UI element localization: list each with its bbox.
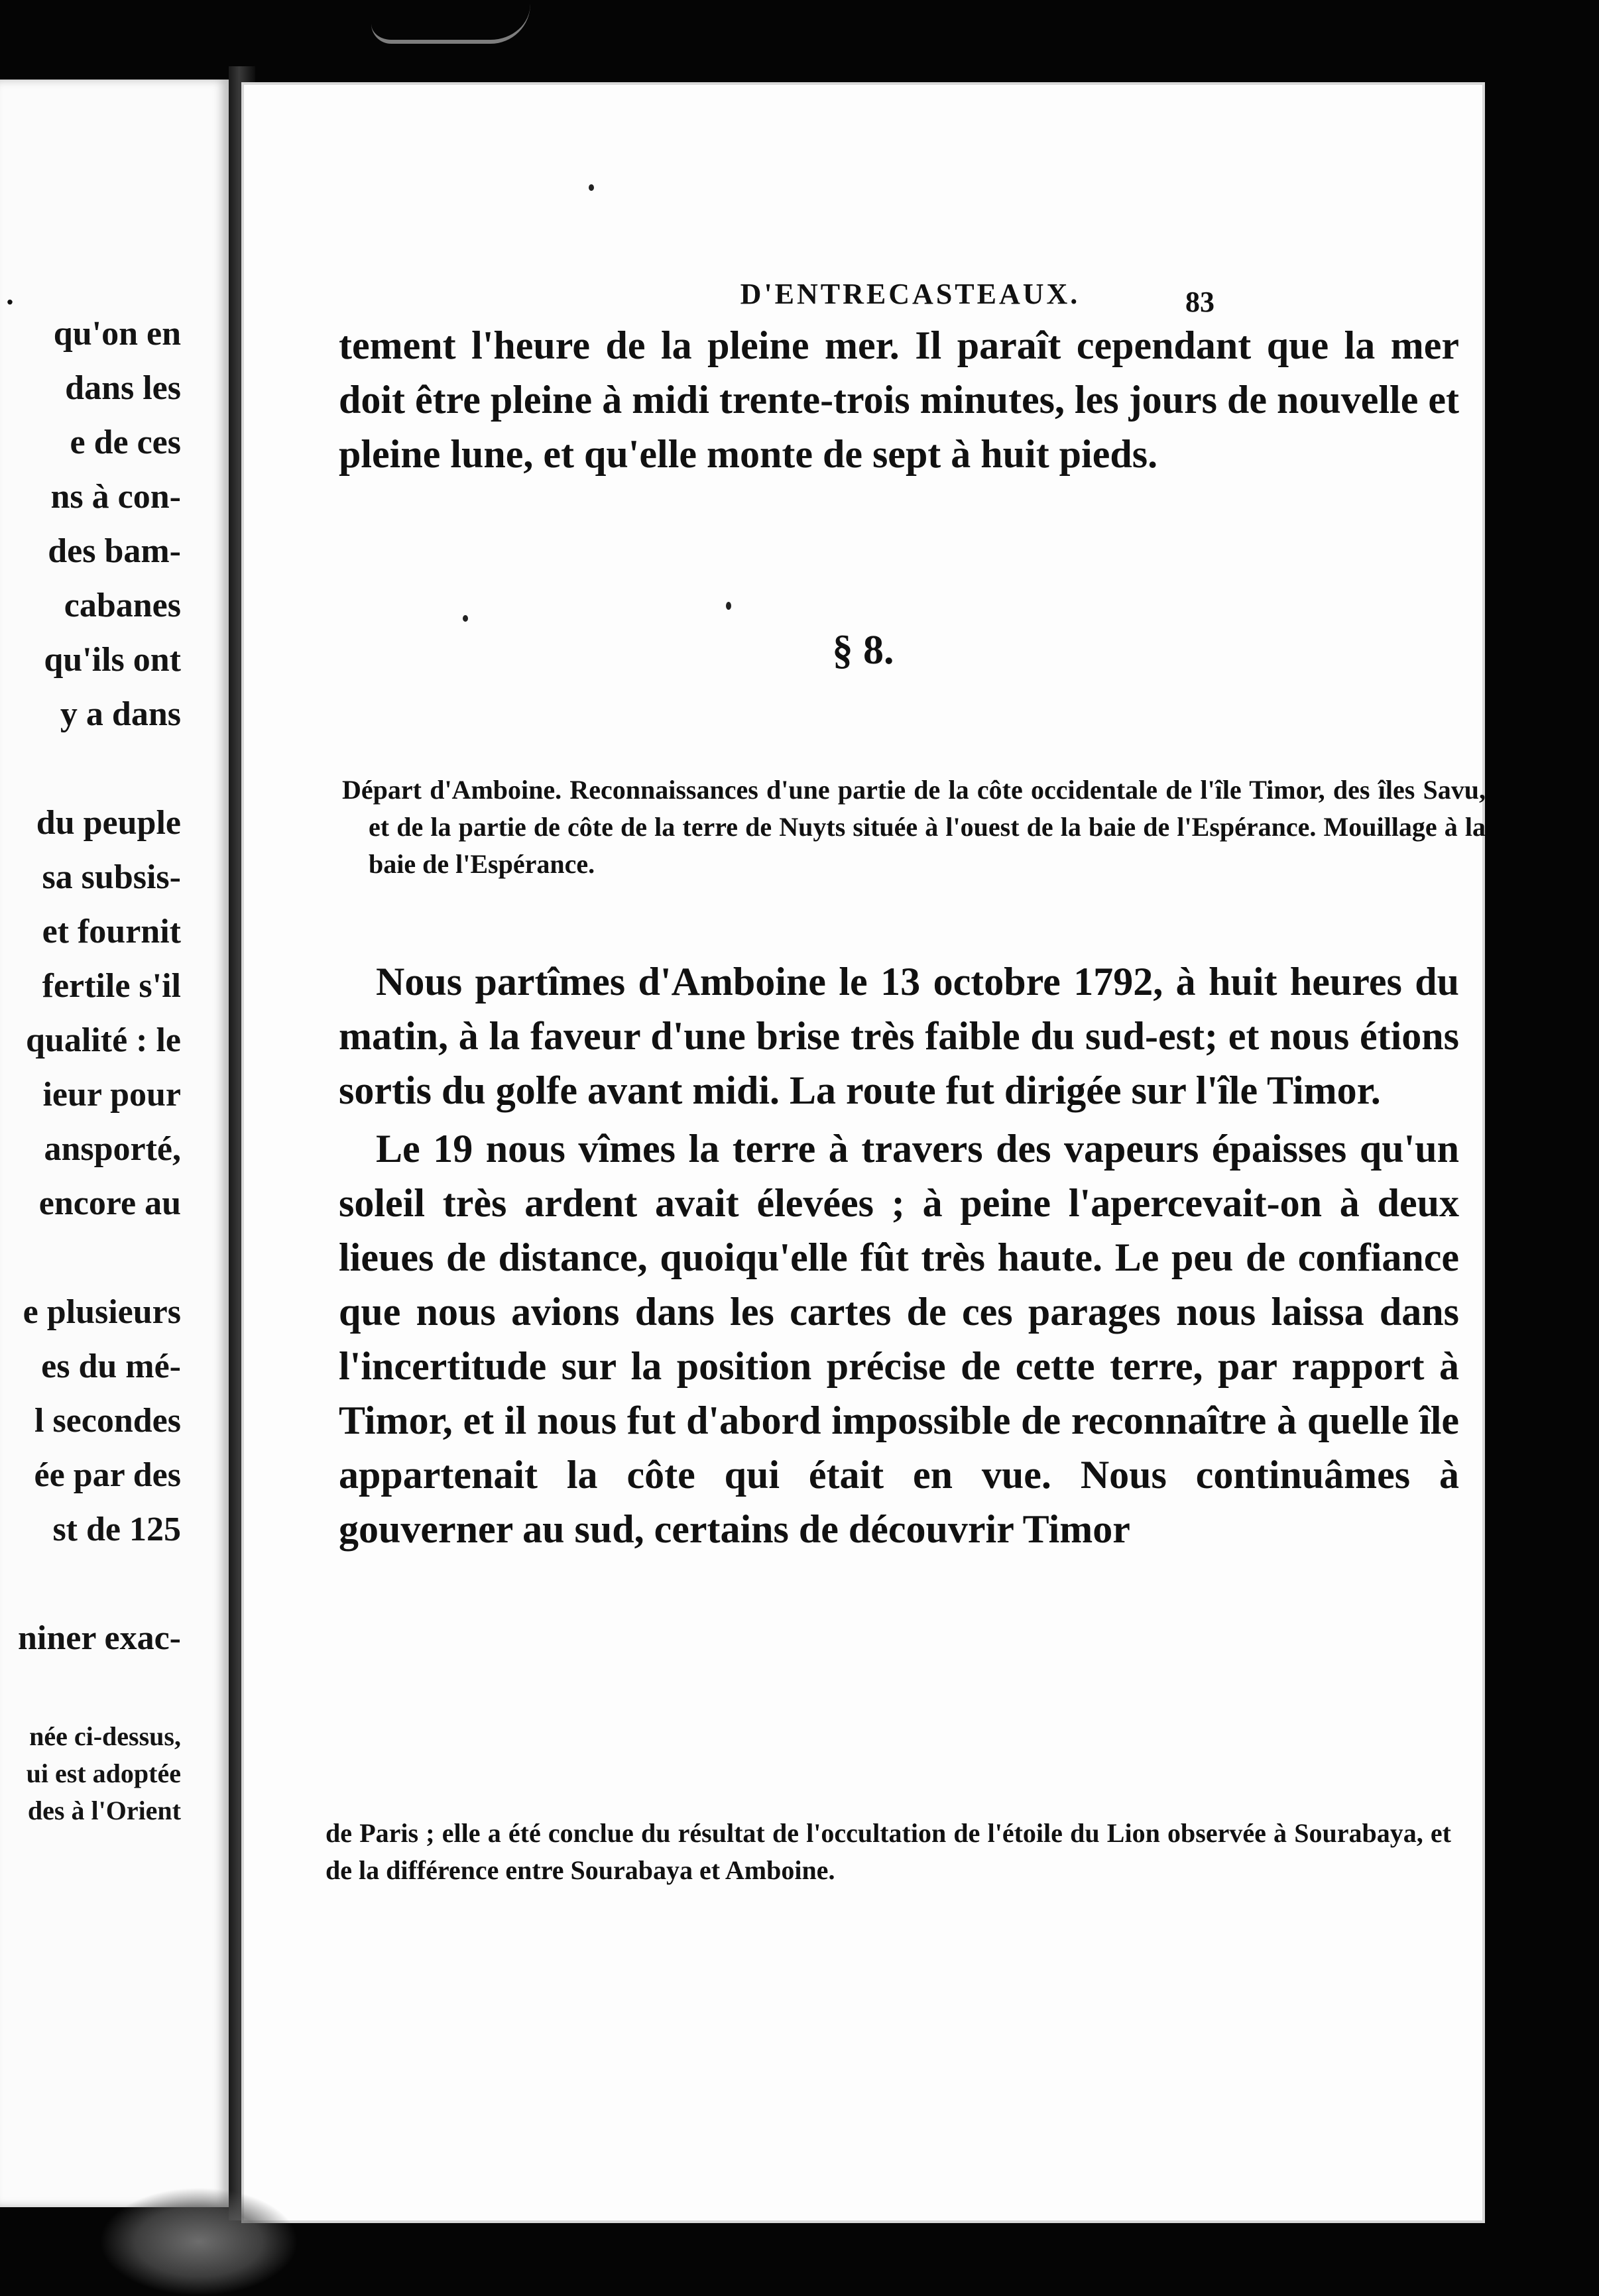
- ink-speck: [589, 184, 594, 191]
- ink-speck: [726, 602, 731, 610]
- left-line: ns à con-: [50, 478, 181, 516]
- left-line: et fournit: [42, 913, 181, 950]
- left-line: st de 125: [52, 1511, 181, 1548]
- left-footnote-line: ui est adoptée: [26, 1758, 181, 1788]
- left-line: l secondes: [34, 1402, 181, 1440]
- left-page-fragment: [0, 80, 229, 2207]
- ink-speck: [463, 615, 468, 622]
- left-footnote-line: des à l'Orient: [27, 1796, 181, 1825]
- paragraph: Le 19 nous vîmes la terre à travers des vapeurs épaisses qu'un soleil très ardent avait élevées ; à peine l'apercevait-on à deux lieues de distance, quoiqu'elle fût très haute. Le peu de confiance que nous avions dans les cartes de ces parages nous laissa dans l'incertitude sur la position précise de cette terre, par rapport à Timor, et il nous fut d'abord impossible de reconnaître à quelle île appartenait la côte qui était en vue. Nous continuâmes à gouverner au sud, certains de découvrir Timor: [339, 1127, 1459, 1551]
- left-line: qu'on en: [53, 315, 181, 353]
- scan-stain: [99, 2187, 298, 2296]
- left-page-mark: .: [5, 280, 15, 311]
- section-summary: Départ d'Amboine. Reconnaissances d'une partie de la côte occidentale de l'île Timor, des îles Savu, et de la partie de côte de la terre de Nuyts située à l'ouest de la baie de l'Espérance. Mouillage à la baie de l'Espérance.: [342, 775, 1486, 879]
- left-line: ée par des: [34, 1456, 181, 1494]
- left-footnote-line: née ci-dessus,: [29, 1721, 181, 1751]
- left-line: des bam-: [48, 532, 181, 570]
- left-line: encore au: [38, 1184, 181, 1222]
- left-line: fertile s'il: [42, 967, 181, 1005]
- continued-paragraph: [339, 318, 1459, 481]
- paragraph: Nous partîmes d'Amboine le 13 octobre 1792, à huit heures du matin, à la faveur d'une brise très faible du sud-est; et nous étions sortis du golfe avant midi. La route fut dirigée sur l'île Timor.: [339, 960, 1459, 1112]
- running-head: D'ENTRECASTEAUX.: [740, 278, 1081, 310]
- left-line: dans les: [65, 369, 181, 407]
- main-text: [339, 954, 1459, 1556]
- left-line: cabanes: [64, 587, 181, 624]
- left-line: es du mé-: [41, 1348, 181, 1385]
- section-heading: § 8.: [832, 628, 894, 673]
- left-line: ansporté,: [44, 1130, 181, 1168]
- left-line: du peuple: [36, 804, 181, 842]
- left-line: e plusieurs: [23, 1293, 181, 1331]
- left-line: sa subsis-: [42, 858, 181, 896]
- left-line: ieur pour: [42, 1076, 181, 1114]
- book-page: [244, 85, 1486, 2220]
- left-line: qualité : le: [26, 1021, 181, 1059]
- footnote: de Paris ; elle a été conclue du résultat de l'occultation de l'étoile du Lion observée à Sourabaya, et de la différence entre Sourabaya et Amboine.: [326, 1818, 1451, 1885]
- left-line: niner exac-: [18, 1619, 181, 1657]
- paragraph-text: tement l'heure de la pleine mer. Il paraît cependant que la mer doit être pleine à midi trente-trois minutes, les jours de nouvelle et pleine lune, et qu'elle monte de sept à huit pieds.: [339, 323, 1459, 476]
- left-line: y a dans: [60, 695, 181, 733]
- page-number: 83: [1185, 286, 1214, 318]
- left-line: e de ces: [70, 424, 181, 461]
- scan-edge-artifact: [371, 0, 530, 44]
- left-line: qu'ils ont: [44, 641, 181, 679]
